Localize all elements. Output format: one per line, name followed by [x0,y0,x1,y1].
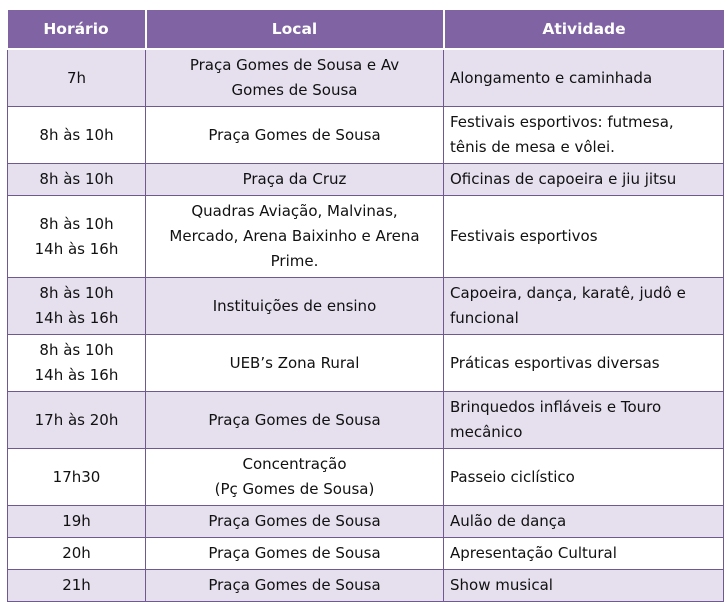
cell-atividade: Alongamento e caminhada [444,49,724,107]
cell-atividade: Festivais esportivos [444,196,724,278]
cell-atividade: Práticas esportivas diversas [444,335,724,392]
cell-horario: 17h às 20h [8,392,146,449]
cell-atividade: Oficinas de capoeira e jiu jitsu [444,164,724,196]
cell-horario: 8h às 10h [8,164,146,196]
table-row [8,49,724,107]
table-row [8,570,724,602]
cell-horario: 8h às 10h [8,107,146,164]
cell-local: Praça Gomes de Sousa e Av Gomes de Sousa [146,49,444,107]
schedule-table [7,10,724,602]
schedule-table-container [7,10,723,602]
cell-horario: 19h [8,506,146,538]
table-row [8,278,724,335]
table-row [8,196,724,278]
cell-horario: 8h às 10h 14h às 16h [8,278,146,335]
cell-local: Praça Gomes de Sousa [146,506,444,538]
cell-atividade: Capoeira, dança, karatê, judô e funcional [444,278,724,335]
cell-atividade: Brinquedos infláveis e Touro mecânico [444,392,724,449]
cell-local: Quadras Aviação, Malvinas, Mercado, Arena Baixinho e Arena Prime. [146,196,444,278]
header-local: Local [146,10,444,49]
cell-local: Praça Gomes de Sousa [146,107,444,164]
cell-local: Praça Gomes de Sousa [146,570,444,602]
cell-horario: 7h [8,49,146,107]
table-row [8,107,724,164]
cell-local: Praça Gomes de Sousa [146,538,444,570]
cell-horario: 20h [8,538,146,570]
cell-atividade: Festivais esportivos: futmesa, tênis de mesa e vôlei. [444,107,724,164]
cell-local: Praça Gomes de Sousa [146,392,444,449]
header-atividade: Atividade [444,10,724,49]
cell-horario: 17h30 [8,449,146,506]
table-row [8,164,724,196]
cell-local: Praça da Cruz [146,164,444,196]
table-header-row [8,10,724,49]
cell-horario: 8h às 10h 14h às 16h [8,335,146,392]
table-row [8,506,724,538]
cell-local: Instituições de ensino [146,278,444,335]
cell-atividade: Show musical [444,570,724,602]
cell-local: Concentração (Pç Gomes de Sousa) [146,449,444,506]
cell-atividade: Aulão de dança [444,506,724,538]
table-row [8,449,724,506]
cell-horario: 8h às 10h 14h às 16h [8,196,146,278]
cell-horario: 21h [8,570,146,602]
cell-atividade: Passeio ciclístico [444,449,724,506]
table-row [8,335,724,392]
cell-local: UEB’s Zona Rural [146,335,444,392]
header-horario: Horário [8,10,146,49]
cell-atividade: Apresentação Cultural [444,538,724,570]
table-row [8,538,724,570]
table-row [8,392,724,449]
